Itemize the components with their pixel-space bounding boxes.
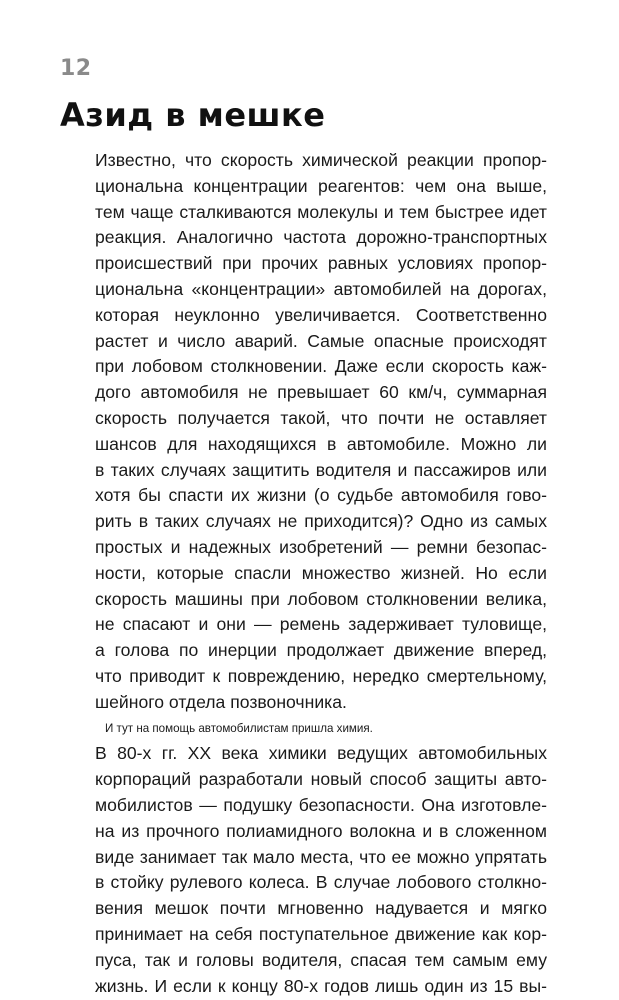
text-line: дого автомобиля не превышает 60 км/ч, суммарная — [95, 382, 547, 403]
text-line: пуса, так и головы водителя, спасая тем самым ему — [95, 949, 547, 970]
text-line: в таких случаях защитить водителя и пассажиров или — [95, 459, 547, 480]
chapter-title: Азид в мешке — [60, 96, 326, 134]
paragraph-2 — [95, 716, 547, 1000]
text-line: виде занимает так мало места, что ее можно упрятать — [95, 846, 547, 867]
text-line: не спасают и они — ремень задерживает туловище, — [95, 614, 547, 635]
body-text — [95, 148, 547, 999]
text-line: ности, которые спасли множество жизней. Но если — [95, 562, 547, 583]
text-line: при лобовом столкновении. Даже если скорость каж- — [95, 356, 547, 377]
text-line: в стойку рулевого колеса. В случае лобового столкно- — [95, 872, 547, 893]
text-line: тем чаще сталкиваются молекулы и тем быстрее идет — [95, 201, 547, 222]
text-line: реакция. Аналогично частота дорожно-транспортных — [95, 227, 547, 248]
text-line: которая неуклонно увеличивается. Соответственно — [95, 304, 547, 325]
text-line: растет и число аварий. Самые опасные происходят — [95, 330, 547, 351]
text-line: скорость машины при лобовом столкновении велика, — [95, 588, 547, 609]
text-line: на из прочного полиамидного волокна и в сложенном — [95, 820, 547, 841]
text-line: вения мешок почти мгновенно надувается и мягко — [95, 898, 547, 919]
text-line: происшествий при прочих равных условиях пропор- — [95, 253, 547, 274]
text-line: хотя бы спасти их жизни (о судьбе автомобиля гово- — [95, 485, 547, 506]
text-line: простых и надежных изобретений — ремни безопас- — [95, 536, 547, 557]
text-line: Известно, что скорость химической реакции пропор- — [95, 150, 547, 170]
page-number: 12 — [60, 56, 92, 81]
text-line: жизнь. И если к концу 80-х годов лишь один из 15 вы- — [95, 975, 547, 996]
text-line: циональна «концентрации» автомобилей на дорогах, — [95, 278, 547, 299]
text-line: циональна концентрации реагентов: чем она выше, — [95, 175, 547, 196]
text-line: И тут на помощь автомобилистам пришла химия. — [105, 721, 373, 735]
text-line: шейного отдела позвоночника. — [95, 691, 347, 712]
text-line: что приводит к повреждению, нередко смертельному, — [95, 665, 547, 686]
text-line: принимает на себя поступательное движение как кор- — [95, 923, 547, 944]
text-line: рить в таких случаях не приходится)? Одно из самых — [95, 511, 547, 532]
text-line: шансов для находящихся в автомобиле. Можно ли — [95, 433, 547, 454]
text-line: В 80-х гг. XX века химики ведущих автомобильных — [95, 743, 547, 764]
text-line: скорость получается такой, что почти не оставляет — [95, 407, 547, 428]
text-line: а голова по инерции продолжает движение вперед, — [95, 640, 547, 661]
text-line: мобилистов — подушку безопасности. Она изготовле- — [95, 794, 547, 815]
text-line: корпораций разработали новый способ защиты авто- — [95, 769, 547, 790]
paragraph-1 — [95, 148, 547, 716]
